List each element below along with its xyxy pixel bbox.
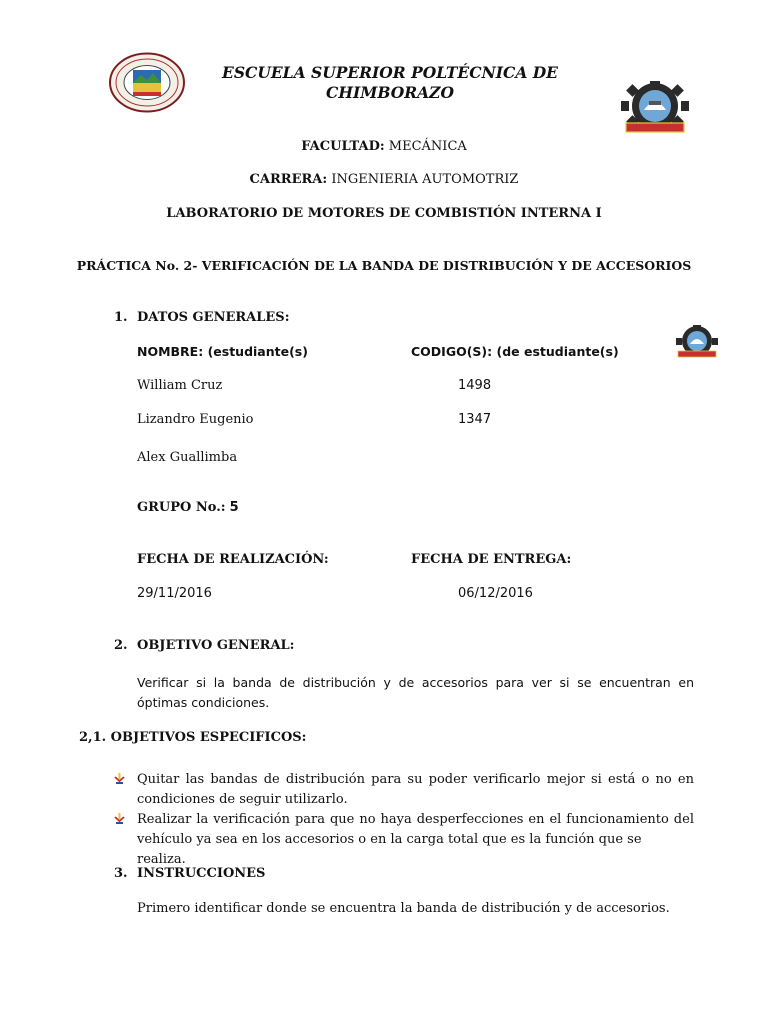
facultad-value: MECÁNICA (388, 139, 467, 154)
student-code: 1498 (458, 378, 492, 393)
objetivo-especifico-line2: vehículo ya sea en los accesorios o en la carga total que es la función que se realiza. (137, 832, 642, 867)
section-1-number: 1. (114, 310, 128, 325)
fecha-entrega-label: FECHA DE ENTREGA: (411, 552, 572, 567)
institution-title-line2: CHIMBORAZO (325, 83, 454, 102)
laboratorio-title: LABORATORIO DE MOTORES DE COMBISTIÓN INTERNA I (166, 206, 602, 221)
objetivo-especifico-line2: condiciones de seguir utilizarlo. (137, 792, 348, 807)
student-code: 1347 (458, 412, 492, 427)
objetivo-general-line1: Verificar si la banda de distribución y de accesorios para ver si se encuentran en (137, 675, 694, 690)
grupo-label: GRUPO No.: (137, 500, 226, 515)
section-2-number: 2. (114, 638, 128, 653)
objetivo-especifico-item (137, 810, 694, 870)
student-name: William Cruz (137, 378, 223, 393)
fecha-entrega-value: 06/12/2016 (458, 586, 533, 601)
section-2-1-heading: 2,1. OBJETIVOS ESPECIFICOS: (79, 730, 307, 745)
arrow-bullet-icon (114, 773, 125, 784)
carrera-value: INGENIERIA AUTOMOTRIZ (331, 172, 519, 187)
practica-title: PRÁCTICA No. 2- VERIFICACIÓN DE LA BANDA DE DISTRIBUCIÓN Y DE ACCESORIOS (76, 258, 692, 273)
grupo-value: 5 (229, 500, 239, 515)
arrow-bullet-icon (114, 813, 125, 824)
section-1-heading: DATOS GENERALES: (137, 310, 290, 325)
student-name: Lizandro Eugenio (137, 412, 254, 427)
objetivo-especifico-line1: Quitar las bandas de distribución para su poder verificarlo mejor si está o no en (137, 772, 694, 787)
automotive-gear-logo-small (673, 324, 721, 360)
espoch-seal-logo (107, 51, 187, 114)
student-name: Alex Guallimba (137, 450, 238, 465)
institution-title-line1: ESCUELA SUPERIOR POLTÉCNICA DE (222, 63, 558, 82)
carrera-line (0, 172, 768, 187)
nombre-label: NOMBRE: (estudiante(s) (137, 344, 308, 359)
objetivo-general-line2: óptimas condiciones. (137, 695, 270, 710)
facultad-label: FACULTAD: (301, 139, 385, 154)
automotive-gear-logo (616, 80, 694, 136)
objetivo-especifico-item (137, 770, 694, 810)
grupo-line (137, 500, 239, 515)
section-2-heading: OBJETIVO GENERAL: (137, 638, 295, 653)
instrucciones-text: Primero identificar donde se encuentra la banda de distribución y de accesorios. (137, 901, 670, 916)
institution-title (200, 63, 580, 103)
fecha-realizacion-value: 29/11/2016 (137, 586, 212, 601)
facultad-line (0, 139, 768, 154)
section-3-number: 3. (114, 866, 128, 881)
carrera-label: CARRERA: (249, 172, 328, 187)
objetivo-general-text (137, 673, 694, 713)
fecha-realizacion-label: FECHA DE REALIZACIÓN: (137, 552, 329, 567)
codigo-label: CODIGO(S): (de estudiante(s) (411, 344, 619, 359)
objetivo-especifico-line1: Realizar la verificación para que no haya desperfecciones en el funcionamiento del (137, 812, 694, 827)
section-3-heading: INSTRUCCIONES (137, 866, 266, 881)
